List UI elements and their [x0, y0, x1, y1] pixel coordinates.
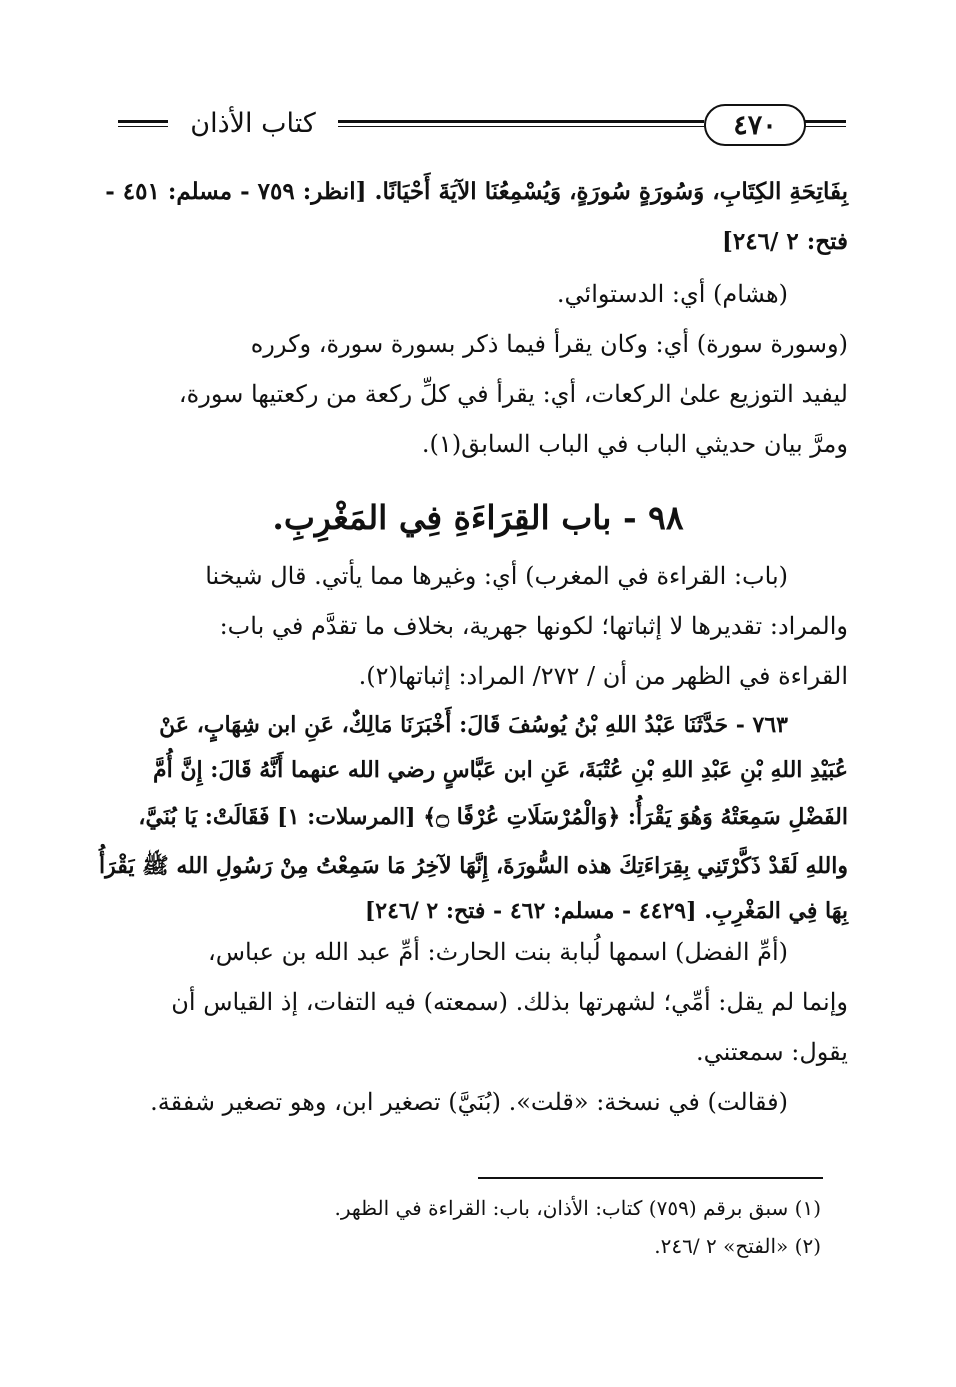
header-rule-middle-thin — [336, 126, 704, 127]
header-rule-right-thin — [802, 126, 846, 127]
hadith-block — [98, 712, 848, 942]
page-number: ٤٧٠ — [704, 104, 806, 146]
text-line: ومرَّ بيان حديثي الباب في الباب السابق(١). — [421, 430, 848, 458]
text-line: (أمِّ الفضل) اسمها لُبابة بنت الحارث: أمِّ عبد الله بن عباس، — [208, 938, 788, 966]
header-rule-right — [802, 120, 846, 123]
header-rule-middle — [336, 120, 704, 123]
hadith-line: ٧٦٣ - حَدَّثَنَا عَبْدُ اللهِ بْنُ يُوسُفَ قَالَ: أَخْبَرَنَا مَالِكٌ، عَنِ ابن شِهَابٍ، عَنْ — [159, 712, 788, 738]
footnote-2: (٢) «الفتح» ٢ /٢٤٦. — [654, 1234, 821, 1258]
footnote-separator — [478, 1177, 823, 1179]
header-rule-left-thin — [118, 126, 173, 127]
hadith-line: بِهَا فِي المَغْرِبِ. [٤٤٢٩ - مسلم: ٤٦٢ - فتح: ٢ /٢٤٦] — [364, 898, 848, 924]
text-line: وإنما لم يقل: أمِّي؛ لشهرتها بذلك. (سمعته) فيه التفات، إذ القياس أن — [171, 988, 848, 1016]
text-line: (وسورة سورة) أي: وكان يقرأ فيما ذكر بسورة سورة، وكرره — [250, 330, 848, 358]
text-line: (فقالت) في نسخة: «قلت». (بُنَيَّ) تصغير ابن، وهو تصغير شفقة. — [150, 1088, 788, 1116]
text-block-top — [105, 178, 848, 478]
running-title: كتاب الأذان — [168, 104, 338, 142]
text-line: ليفيد التوزيع علىٰ الركعات، أي: يقرأ في كلِّ ركعة من ركعتيها سورة، — [178, 380, 848, 408]
text-line: يقول: سمعتني. — [695, 1038, 848, 1066]
hadith-line: الفَضْلِ سَمِعَتْهُ وَهُوَ يَقْرَأُ: ﴿وَالْمُرْسَلَاتِ عُرْفًا ۝﴾ [المرسلات: ١] فَقَالَتْ: يَا بُنَيَّ، — [138, 804, 848, 830]
text-line: بِفَاتِحَةِ الكِتَابِ، وَسُورَةٍ سُورَةٍ، وَيُسْمِعُنَا الآيَةَ أَحْيَانًا. [انظر: ٧٥٩ - مسلم: ٤٥١ - — [105, 178, 848, 205]
text-line: (هشام) أي: الدستوائي. — [556, 280, 788, 308]
text-line: القراءة في الظهر من أن / ٢٧٢/ المراد: إثباتها(٢). — [358, 662, 848, 690]
header-rule-left — [118, 120, 173, 123]
text-line: (باب: القراءة في المغرب) أي: وغيرها مما يأتي. قال شيخنا — [205, 562, 788, 590]
page-header — [108, 100, 848, 150]
text-block-mid — [108, 562, 848, 712]
footnote-1: (١) سبق برقم (٧٥٩) كتاب: الأذان، باب: القراءة في الظهر. — [334, 1196, 821, 1220]
text-line: فتح: ٢ /٢٤٦] — [721, 228, 848, 255]
text-block-bottom — [108, 938, 848, 1138]
hadith-line: عُبَيْدِ اللهِ بْنِ عَبْدِ اللهِ بْنِ عُتْبَةَ، عَنِ ابن عَبَّاسٍ رضي الله عنهما أَنَّهُ قَالَ: إِنَّ أُمَّ — [152, 757, 848, 783]
hadith-line: واللهِ لَقَدْ ذَكَّرْتَنِي بِقِرَاءَتِكَ هذه السُّورَةَ، إِنَّهَا لآخِرُ مَا سَمِعْتُ مِنْ رَسُولِ الله ﷺ يَقْرَأُ — [98, 853, 848, 879]
section-heading: ٩٨ - باب القِرَاءَةِ فِي المَغْرِبِ. — [272, 498, 684, 537]
text-line: والمراد: تقديرها لا إثباتها؛ لكونها جهرية، بخلاف ما تقدَّم في باب: — [219, 612, 848, 640]
